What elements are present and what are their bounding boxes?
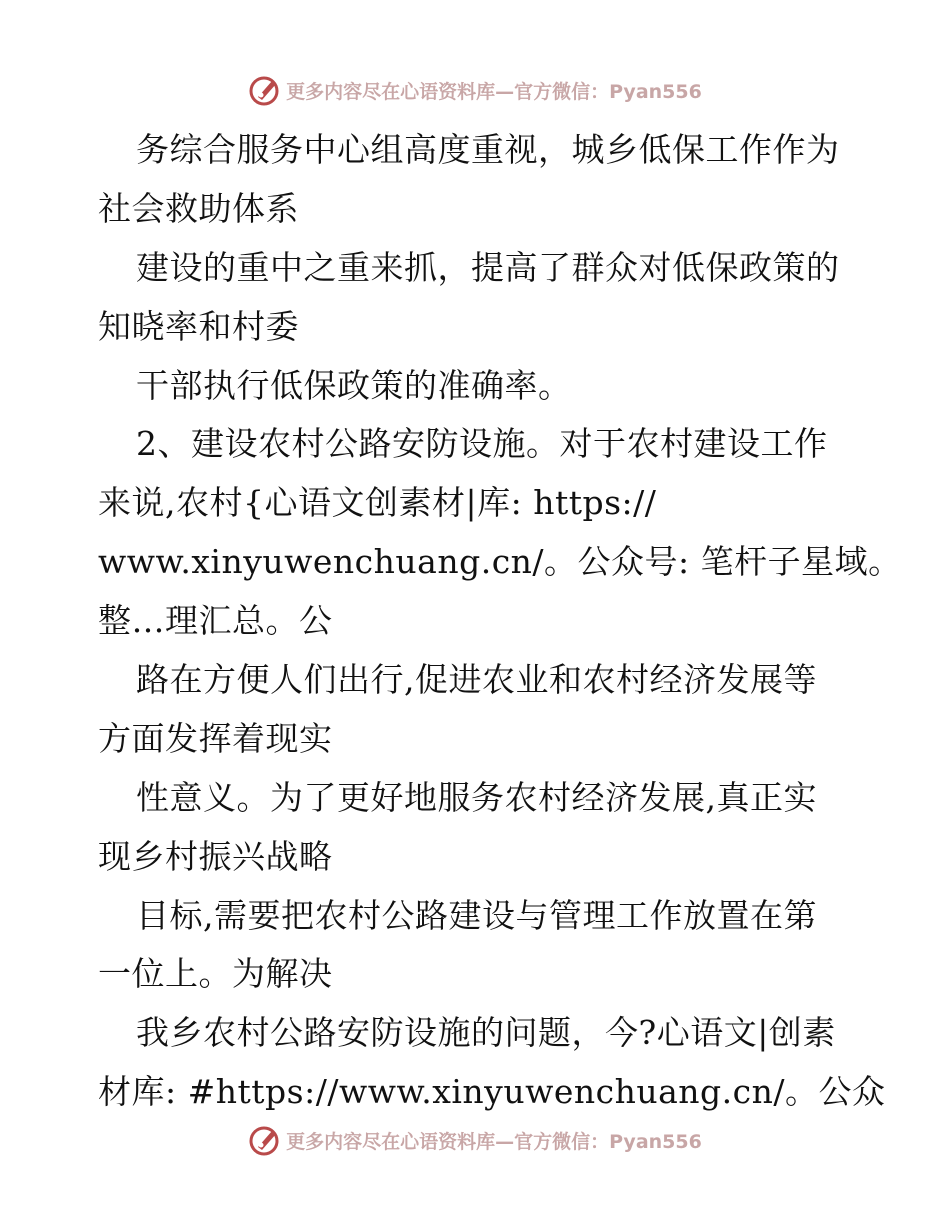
body-line-11: 方面发挥着现实 [98,718,333,758]
body-line-3: 建设的重中之重来抓，提高了群众对低保政策的 [136,247,840,287]
body-line-13: 现乡村振兴战略 [98,836,333,876]
body-line-14: 目标,需要把农村公路建设与管理工作放置在第 [136,895,817,935]
header-watermark-banner [0,70,950,110]
body-line-10: 路在方便人们出行,促进农业和农村经济发展等 [136,660,817,700]
body-line-15: 一位上。为解决 [98,954,333,994]
pen-seal-icon [248,73,282,107]
body-line-5: 干部执行低保政策的准确率。 [136,365,572,405]
body-line-12: 性意义。为了更好地服务农村经济发展,真正实 [136,777,817,817]
body-line-6: 2、建设农村公路安防设施。对于农村建设工作 [136,424,828,464]
body-line-17: 材库: #https://www.xinyuwenchuang.cn/。公众 [98,1072,886,1112]
body-line-2: 社会救助体系 [98,188,299,228]
body-line-16: 我乡农村公路安防设施的问题，今?心语文|创素 [136,1013,836,1053]
footer-watermark-text: 更多内容尽在心语资料库—官方微信：Pyan556 [286,1130,702,1153]
body-line-8: www.xinyuwenchuang.cn/。公众号: 笔杆子星域。 [98,542,902,582]
body-line-7: 来说,农村{心语文创素材|库: https:// [98,483,657,523]
body-line-9: 整…理汇总。公 [98,601,333,641]
header-watermark-text: 更多内容尽在心语资料库—官方微信：Pyan556 [286,80,702,103]
document-body [98,121,902,1122]
footer-watermark-banner [0,1120,950,1160]
body-line-1: 务综合服务中心组高度重视，城乡低保工作作为 [136,130,840,169]
body-line-4: 知晓率和村委 [98,306,299,346]
pen-seal-icon [248,1123,282,1157]
